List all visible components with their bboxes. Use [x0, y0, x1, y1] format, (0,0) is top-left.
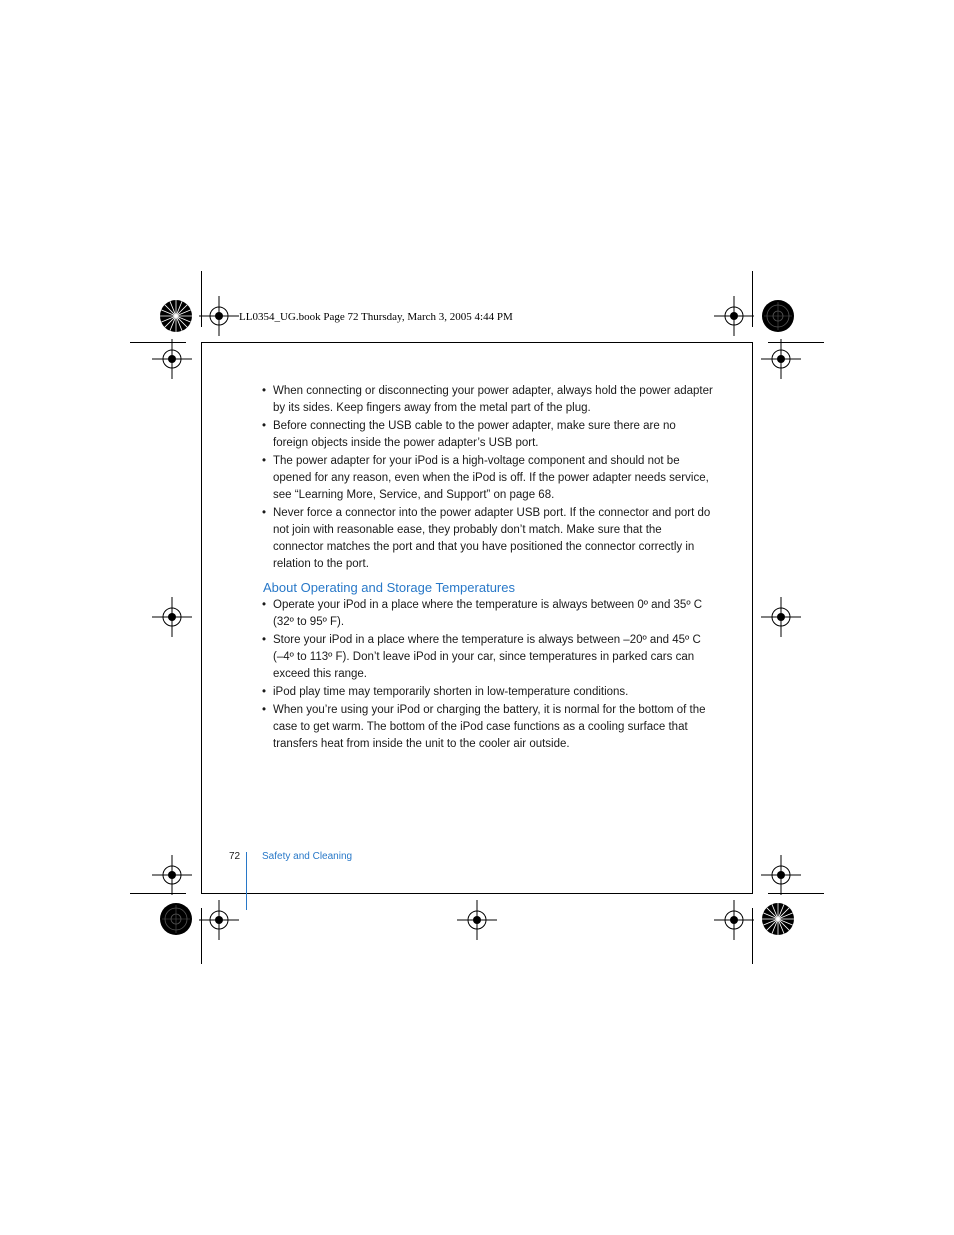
starburst-registration-icon — [159, 299, 193, 333]
starburst-registration-icon — [761, 299, 795, 333]
list-item: • Never force a connector into the power adapter USB port. If the connector and port do not join with reasonable ease, they probably don’t match. Make sure that the connector matches the port and that you have positioned the connector correctly in relation to the port. — [263, 505, 713, 573]
crosshair-registration-icon — [761, 597, 801, 637]
list-item: • Store your iPod in a place where the temperature is always between –20º and 45º C (–4º to 113º F). Don’t leave iPod in your car, since temperatures in parked cars can exceed this range. — [263, 632, 713, 683]
list-item: • Before connecting the USB cable to the power adapter, make sure there are no foreign objects inside the power adapter’s USB port. — [263, 418, 713, 452]
crosshair-registration-icon — [152, 339, 192, 379]
starburst-registration-icon — [159, 902, 193, 936]
list-item: • When connecting or disconnecting your power adapter, always hold the power adapter by its sides. Keep fingers away from the metal part of the plug. — [263, 383, 713, 417]
list-item: • Operate your iPod in a place where the temperature is always between 0º and 35º C (32º to 95º F). — [263, 597, 713, 631]
crosshair-registration-icon — [714, 900, 754, 940]
temperature-list — [263, 597, 713, 753]
section-heading: About Operating and Storage Temperatures — [263, 580, 515, 595]
crosshair-registration-icon — [457, 900, 497, 940]
crosshair-registration-icon — [152, 855, 192, 895]
power-adapter-list — [263, 383, 713, 573]
crosshair-registration-icon — [714, 296, 754, 336]
crosshair-registration-icon — [199, 900, 239, 940]
page-number: 72 — [229, 851, 241, 862]
starburst-registration-icon — [761, 902, 795, 936]
list-item: • When you’re using your iPod or charging the battery, it is normal for the bottom of the case to get warm. The bottom of the iPod case functions as a cooling surface that transfers heat from inside the unit to the cooler air outside. — [263, 702, 713, 753]
crosshair-registration-icon — [152, 597, 192, 637]
crosshair-registration-icon — [199, 296, 239, 336]
page-body — [263, 383, 713, 754]
crosshair-registration-icon — [761, 855, 801, 895]
chapter-title: Safety and Cleaning — [262, 851, 353, 862]
list-item: • The power adapter for your iPod is a high-voltage component and should not be opened for any reason, even when the iPod is off. If the power adapter needs service, see “Learning More, Service, and Support” on page 68. — [263, 453, 713, 504]
crosshair-registration-icon — [761, 339, 801, 379]
slug-line: LL0354_UG.book Page 72 Thursday, March 3, 2005 4:44 PM — [239, 311, 513, 323]
list-item: • iPod play time may temporarily shorten in low-temperature conditions. — [263, 684, 713, 701]
footer-divider — [246, 852, 247, 910]
